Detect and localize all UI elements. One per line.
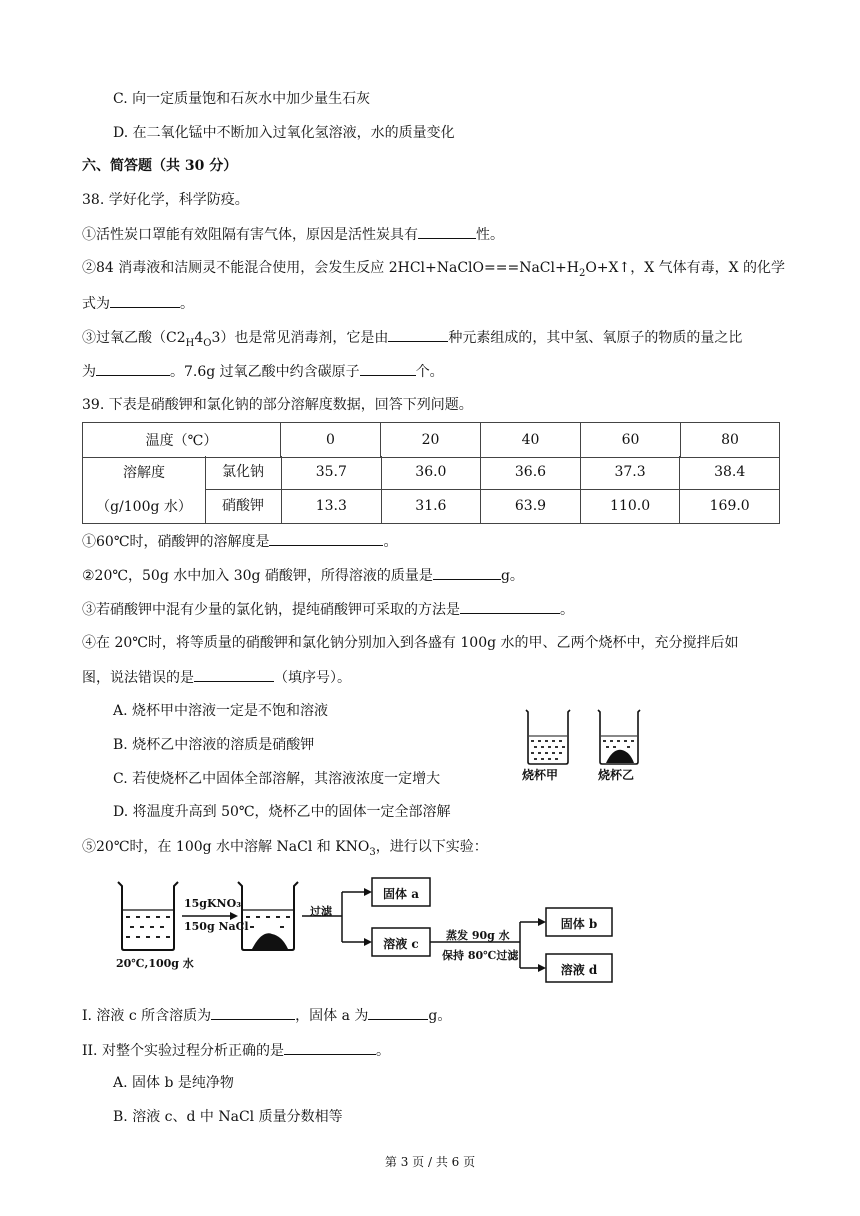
- table-row-nacl: [282, 456, 779, 490]
- q39-part5: ⑤20℃时，在 100g 水中溶解 NaCl 和 $KNO_3$，进行以下实验：: [82, 839, 488, 858]
- q38-p1-end: 性。: [476, 227, 504, 243]
- table-cell: 13.3: [282, 490, 382, 523]
- q39-ii-option-b: B. 溶液 c、d 中 NaCl 质量分数相等: [113, 1109, 343, 1125]
- answer-blank[interactable]: [284, 1040, 376, 1055]
- solid-b-label: 固体 b: [560, 917, 598, 931]
- q39-p1-text: ①60℃时，硝酸钾的溶解度是: [82, 534, 270, 550]
- answer-blank[interactable]: [460, 599, 560, 614]
- q39-p4-end: （填序号）。: [274, 670, 351, 686]
- table-body: [82, 456, 780, 524]
- table-cell: 20: [381, 423, 481, 458]
- q39-option-c: C. 若使烧杯乙中固体全部溶解，其溶液浓度一定增大: [113, 771, 441, 787]
- section-heading: 六、简答题（共 30 分）: [82, 158, 238, 174]
- q38-p2-text2: O+X↑，X 气体有毒，X 的化学: [585, 260, 786, 276]
- answer-blank[interactable]: [211, 1005, 295, 1020]
- answer-blank[interactable]: [194, 667, 274, 682]
- q39-i-text2: ，固体 a 为: [295, 1008, 369, 1024]
- q39-p5-text2: ，进行以下实验：: [375, 839, 488, 855]
- flow-start-label: 20℃,100g 水: [116, 957, 194, 970]
- table-cell: 80: [681, 423, 780, 458]
- table-cell: 36.6: [481, 456, 581, 489]
- q39-title: 39. 下表是硝酸钾和氯化钠的部分溶解度数据，回答下列问题。: [82, 397, 473, 413]
- q39-i-text: I. 溶液 c 所含溶质为: [82, 1008, 212, 1024]
- answer-blank[interactable]: [269, 531, 383, 546]
- q39-option-d: D. 将温度升高到 50℃，烧杯乙中的固体一定全部溶解: [113, 804, 451, 820]
- table-cell: 63.9: [481, 490, 581, 523]
- q39-ii-end: 。: [375, 1043, 390, 1059]
- q39-option-a: A. 烧杯甲中溶液一定是不饱和溶液: [113, 703, 329, 719]
- q39-part5-i: [82, 1005, 451, 1026]
- q39-part4: ④在 20℃时，将等质量的硝酸钾和氯化钠分别加入到各盛有 100g 水的甲、乙两个烧杯中，充分搅拌后如: [82, 635, 739, 651]
- kno3-label: 硝酸钾: [205, 490, 282, 523]
- option-c: C. 向一定质量饱和石灰水中加少量生石灰: [113, 91, 371, 107]
- flow-filter-label: 过滤: [310, 905, 332, 918]
- q39-p2-text: ②20℃，50g 水中加入 30g 硝酸钾，所得溶液的质量是: [82, 568, 433, 584]
- table-cell: 169.0: [709, 498, 750, 514]
- q39-part4-cont: [82, 667, 351, 688]
- table-cell: 40: [481, 423, 581, 458]
- solid-a-label: 固体 a: [383, 887, 419, 901]
- q39-ii-text: II. 对整个实验过程分析正确的是: [82, 1043, 284, 1059]
- answer-blank[interactable]: [388, 327, 448, 342]
- answer-blank[interactable]: [110, 293, 180, 308]
- q39-part5-ii: [82, 1040, 390, 1061]
- table-cell: 36.0: [382, 456, 482, 489]
- solution-d-label: 溶液 d: [560, 963, 598, 977]
- answer-blank[interactable]: [96, 361, 170, 376]
- option-d: D. 在二氧化锰中不断加入过氧化氢溶液，水的质量变化: [113, 125, 455, 141]
- flow-add-nacl: 150g NaCl: [184, 920, 249, 933]
- table-cell: 0: [281, 423, 381, 458]
- flow-add-kno3: 15gKNO₃: [184, 897, 242, 910]
- flow-evap-label: 蒸发 90g 水: [446, 929, 510, 942]
- q38-part2-cont: [82, 293, 194, 314]
- table-cell: 37.3: [581, 456, 681, 489]
- q38-p3-end: 个。: [415, 364, 444, 380]
- q38-p3-ratio-label: 为: [82, 364, 96, 380]
- q38-p3-text2: ）也是常见消毒剂，它是由: [220, 330, 389, 346]
- q39-part3: [82, 599, 574, 620]
- q38-part3: ③过氧乙酸$(C2_H4_O3)$也是常见消毒剂，它是由 种元素组成的，其中氢、氧原子的物质的量之比: [82, 327, 742, 348]
- answer-blank[interactable]: [360, 361, 416, 376]
- flow-keep-label: 保持 80℃过滤: [442, 949, 519, 962]
- nacl-label: 氯化钠: [205, 456, 282, 490]
- q38-p2-end: 。: [180, 296, 194, 312]
- solubility-label-line2: （g/100g 水）: [96, 499, 192, 515]
- q38-p1-text: ①活性炭口罩能有效阻隔有害气体，原因是活性炭具有: [82, 227, 418, 243]
- solubility-label: [83, 456, 206, 523]
- q39-p2-end: g。: [500, 568, 524, 584]
- solubility-table: [82, 422, 780, 458]
- q39-p3-text: ③若硝酸钾中混有少量的氯化钠，提纯硝酸钾可采取的方法是: [82, 602, 460, 618]
- q39-ii-option-a: A. 固体 b 是纯净物: [113, 1075, 234, 1091]
- q39-p5-text: ⑤20℃时，在 100g 水中溶解 NaCl 和 KNO: [82, 839, 370, 855]
- q38-p3-text4: 。7.6g 过氧乙酸中约含碳原子: [170, 364, 360, 380]
- beaker-yi: [598, 710, 640, 764]
- table-row-kno3: [282, 490, 779, 523]
- q38-title: 38. 学好化学，科学防疫。: [82, 192, 249, 208]
- q38-part2: ②84 消毒液和洁厕灵不能混合使用，会发生反应 $2HCl+NaClO===NaCl+H_2O+X↑$，X 气体有毒，X 的化学: [82, 260, 786, 279]
- q39-i-end: g。: [428, 1008, 452, 1024]
- q38-p2-formula-label: 式为: [82, 296, 110, 312]
- beaker-jia-label: 烧杯甲: [522, 768, 559, 782]
- table-cell: 35.7: [282, 456, 382, 489]
- q39-p3-end: 。: [560, 602, 574, 618]
- table-cell: 60: [581, 423, 681, 458]
- q38-p2-text: ②84 消毒液和洁厕灵不能混合使用，会发生反应 2HCl+NaClO===NaCl+H: [82, 260, 579, 276]
- answer-blank[interactable]: [418, 224, 476, 239]
- table-cell: 31.6: [382, 490, 482, 523]
- q39-p4-text: 图，说法错误的是: [82, 670, 194, 686]
- q39-part1: [82, 531, 397, 552]
- q38-p3-text3: 种元素组成的，其中氢、氧原子的物质的量之比: [448, 330, 743, 346]
- solution-c-label: 溶液 c: [383, 937, 419, 951]
- solubility-label-line1: 溶解度: [123, 465, 165, 481]
- beaker-jia: [526, 710, 570, 764]
- q38-part3-cont: [82, 361, 444, 382]
- table-cell: 38.4: [714, 464, 746, 480]
- beaker-yi-label: 烧杯乙: [598, 768, 635, 782]
- q39-option-b: B. 烧杯乙中溶液的溶质是硝酸钾: [113, 737, 315, 753]
- q39-p1-end: 。: [383, 534, 398, 550]
- page-footer: 第 3 页 / 共 6 页: [384, 1155, 476, 1169]
- table-cell: 110.0: [581, 490, 681, 523]
- q39-part2: [82, 565, 524, 586]
- q38-p3-text: ③过氧乙酸（C: [82, 330, 177, 346]
- q38-part1: [82, 224, 504, 245]
- table-row: [83, 423, 780, 458]
- table-header-temp: 温度（℃）: [83, 423, 281, 458]
- answer-blank[interactable]: [368, 1005, 428, 1020]
- answer-blank[interactable]: [433, 565, 501, 580]
- undissolved-solid: [606, 750, 634, 763]
